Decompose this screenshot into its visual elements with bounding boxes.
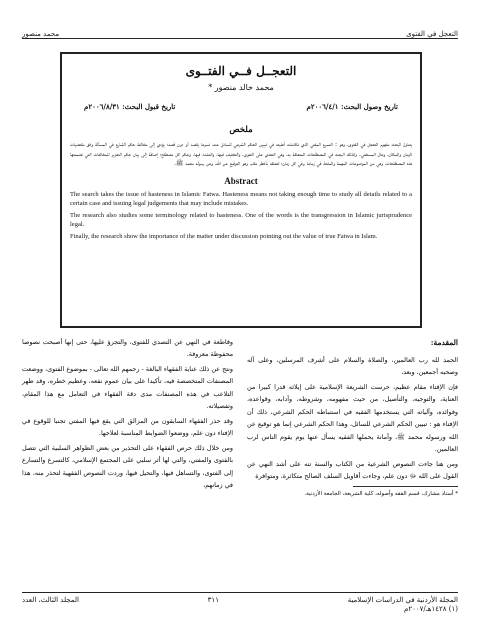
- footer-journal-block: [348, 596, 458, 615]
- body-paragraph: وقد حذر الفقهاء السابقون من المزالق التي يقع فيها المفتي تجنبا للوقوع في الإفتاء دون علم، ووضعوا الضوابط المناسبة لعلاجها.: [22, 416, 233, 438]
- body-paragraph: ونتج عن ذلك عناية الفقهاء البالغة - رحمهم الله تعالى - بموضوع الفتوى، ووضعت المصنفات المتخصصة فيه، تأكيدا على بيان عموم نفعه، وعظيم خطره، وقد ظهر التلاعب في هذه المصنفات مدى دقة الفقهاء في التعامل مع هذا المقام، وتفصيلاته.: [22, 364, 233, 411]
- received-date: تاريخ وصول البحث: ٢٠٠٦/٤/١م: [306, 102, 398, 111]
- body-paragraph: ومن هنا جاءت النصوص الشرعية من الكتاب والسنة تنه على أشد النهي عن القول على الله ﷻ دون علم، وجاءت أقاويل السلف الصالح متكاثرة، ومتوافرة: [247, 459, 458, 480]
- body-paragraph: وقاطعة في النهي عن التصدي للفتوى، والتجرؤ عليها، حتى إنها أصبحت نصوصا محفوظة معروفة.: [22, 338, 233, 359]
- article-dates: [70, 102, 412, 111]
- article-author: محمد خالد منصور *: [208, 83, 274, 92]
- body-columns: [22, 336, 458, 584]
- left-column: [22, 336, 233, 584]
- right-column: [247, 336, 458, 584]
- page-number: ٣١١: [207, 596, 219, 604]
- footer-journal-name: المجلة الأردنية في الدراسات الإسلامية: [347, 596, 458, 604]
- body-paragraph: الحمد لله رب العالمين، والصلاة والسلام على أشرف المرسلين، وعلى آله وصحبه أجمعين، وبعد،: [247, 355, 458, 377]
- english-abstract-paragraph: The research also studies some terminology related to hasteness. One of the words is the transgression in Islamic jurisprudence legal.: [70, 211, 412, 228]
- english-abstract-paragraph: Finally, the research show the importance of the matter under discussion pointing out the value of true Fatwa in Islam.: [70, 232, 378, 240]
- accepted-date: تاريخ قبول البحث: ٢٠٠٦/٨/٣١م: [84, 102, 176, 111]
- english-abstract-paragraph: The search takes the issue of hasteness in Islamic Fatwa. Hasteness means not taking enough time to study all details related to a certain case and issuing legal judgements that may include mistakes.: [70, 190, 412, 207]
- introduction-heading: المقدمة:: [430, 338, 458, 347]
- arabic-abstract-text: يتناول البحث مفهوم التعجل في الفتوى، وهو : التسرع المفتي الذي تكاملت أهليته في تبيين الحكم الشرعي للسائل عنه، تسرعا يقصد أو دون قصد؛ يؤدي إلى مخالفة حكم الشارع في المسألة وفق مقتضيات الزمان والمكان، وحال المستفتي. وكذلك البحث في المصطلحات المتعلقة به، وهي التعدي على الفتوى، والتخفيف فيها، والتشدد فيها، وحكم كل مصطلح؛ إضافة إلى بيان حكم التعزير للمخالفات التي تضمنتها هذه المصطلحات، وهي من الموضوعات المهمة والملحة في زماننا وفي كل زمان؛ لتعلقه بأخطر مقام، وهو التوقيع عن الله، وعن رسوله محمد ﷺ.: [70, 141, 412, 168]
- running-header-title: التعجل في الفتوى: [406, 30, 458, 38]
- footnote-divider: [353, 486, 459, 487]
- arabic-abstract-heading: ملخص: [229, 125, 253, 135]
- english-abstract-heading: Abstract: [224, 175, 258, 186]
- page-footer: [22, 592, 458, 622]
- body-paragraph: ومن خلال ذلك حرص الفقهاء على التحذير من بعض الظواهر السلبية التي تتصل بالفتوى والمفتي، والتي لها أثر سلبي على المجتمع الإسلامي، كالتسرع والتسارع إلى الفتوى، والتساهل فيها، والتحيل فيها، وردت النصوص الفقهية لتحذر منه، هذا في زمانهم،: [22, 443, 233, 490]
- footer-volume: المجلد الثالث، العدد: [22, 596, 79, 604]
- abstract-box: [60, 52, 422, 328]
- author-footnote: * أستاذ مشارك، قسم الفقه وأصوله، كلية الشريعة، الجامعة الأردنية.: [304, 491, 458, 498]
- body-paragraph: فإن الإفتاء مقام عظيم، حرست الشريعة الإسلامية على إيلائه قدرا كبيرا من العناية، والتوجيه، والتأصيل، من حيث مفهومه، وشروطه، وآدابه، وقواعده، وفوائده، وآلياته التي يستخدمها الفقيه في استنباطه الحكم الشرعي، ذلك أن الإفتاء هو : تبيين الحكم الشرعي للسائل، وهذا الحكم الشرعي إنما هو توقيع عن الله ورسوله محمد ﷺ، وأمانة يحملها الفقيه يسأل عنها يوم يقوم الناس لرب العالمين.: [247, 382, 458, 454]
- english-abstract: [70, 191, 412, 242]
- footer-issue-date: (١) ١٤٢٨هـ/٢٠٠٧م: [403, 605, 458, 614]
- article-title: التعجــل فــي الفتــوى: [185, 64, 297, 78]
- running-header: [22, 22, 458, 39]
- running-header-author: محمد منصور: [22, 30, 60, 38]
